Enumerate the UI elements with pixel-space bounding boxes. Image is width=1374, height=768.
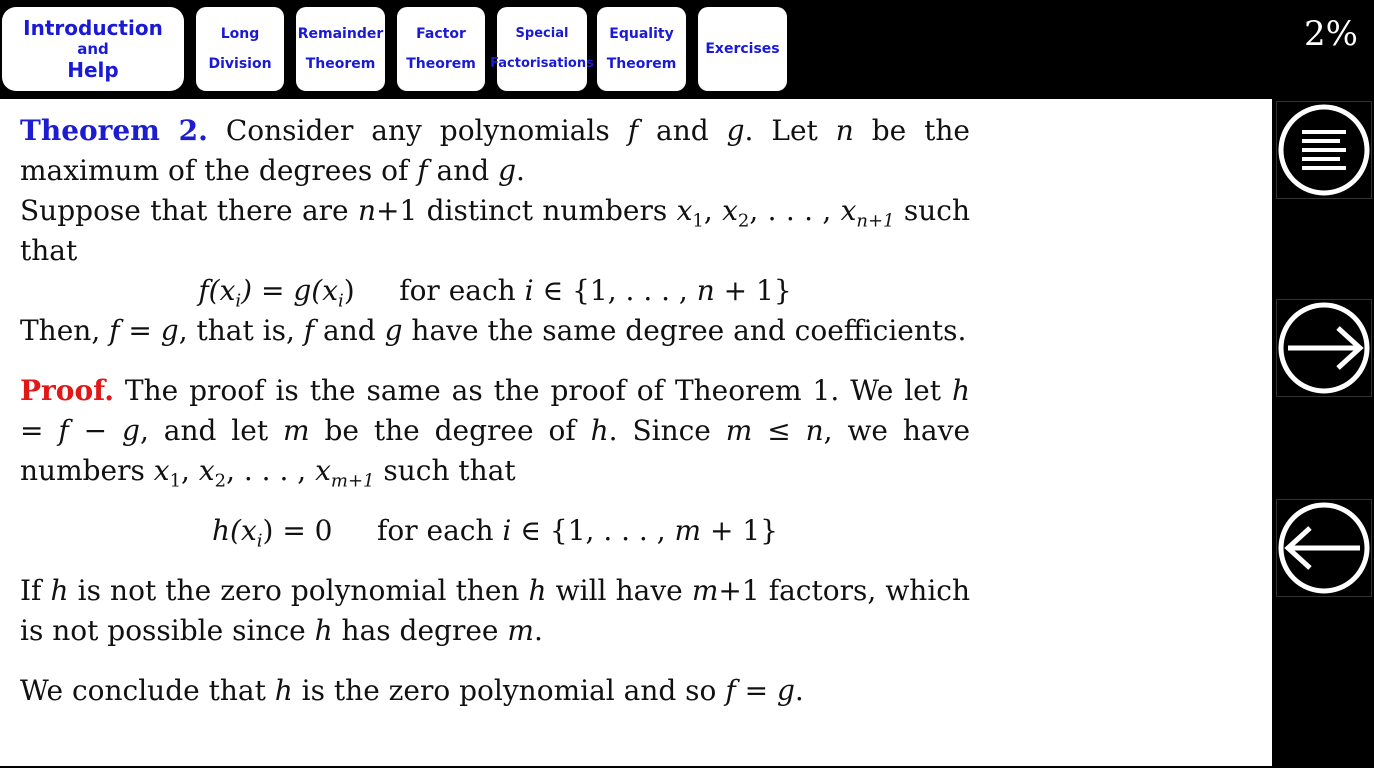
text: = <box>119 314 161 347</box>
math: g <box>726 114 745 147</box>
math: f <box>303 314 315 347</box>
previous-page-button[interactable] <box>1276 499 1372 597</box>
math: h <box>314 614 333 647</box>
text: − <box>68 414 123 447</box>
nav-label: Theorem <box>305 56 376 72</box>
math: ) = 0 <box>262 514 333 547</box>
proof-display-equation <box>20 511 970 551</box>
text: + 1} <box>701 514 778 547</box>
text: . Let <box>744 114 836 147</box>
nav-label: Help <box>67 58 119 82</box>
math: f <box>58 414 69 447</box>
math: m <box>725 414 753 447</box>
contents-icon <box>1278 104 1370 196</box>
text: be the maximum of the degrees of <box>20 114 971 187</box>
subscript: 1 <box>169 470 182 492</box>
math: x <box>153 454 170 487</box>
nav-special-factorisations-button[interactable] <box>490 7 594 91</box>
next-page-button[interactable] <box>1276 299 1372 397</box>
text: Then, <box>20 314 110 347</box>
math: m <box>674 514 702 547</box>
text: . <box>533 614 543 647</box>
nav-label: Theorem <box>606 56 677 72</box>
text: . <box>516 154 525 187</box>
nav-long-division-button[interactable] <box>196 7 284 91</box>
math: f <box>109 314 120 347</box>
side-nav <box>1272 99 1374 768</box>
slide-content <box>0 99 1272 766</box>
math: ) = g(x <box>241 274 338 307</box>
text: and <box>638 114 727 147</box>
math: f(x <box>198 274 236 307</box>
subscript: 2 <box>737 210 750 232</box>
math: h(x <box>211 514 257 547</box>
text: is not the zero polynomial then <box>68 574 529 607</box>
nav-label: Exercises <box>705 41 780 57</box>
math: n <box>835 114 854 147</box>
math: m <box>507 614 534 647</box>
math: m <box>691 574 719 607</box>
text: for each <box>399 274 525 307</box>
text: has degree <box>332 614 508 647</box>
text: such that <box>20 194 970 267</box>
math: i <box>502 514 512 547</box>
subscript: i <box>337 290 344 312</box>
theorem-supposition: Suppose that there are n+1 distinct numbers $x_1$, $x_2$, . . . , $x_{n+1}$ such that <box>20 194 970 267</box>
text: be the degree of <box>309 414 591 447</box>
subscript: m+1 <box>330 470 375 492</box>
math: x <box>676 194 693 227</box>
theorem-statement <box>20 111 970 191</box>
text: = <box>735 674 777 707</box>
spacer <box>20 651 970 671</box>
math: x <box>840 194 857 227</box>
text: +1 distinct numbers <box>375 194 677 227</box>
math: m <box>283 414 310 447</box>
text: is the zero polynomial and so <box>292 674 726 707</box>
nav-label: Factorisations <box>490 56 594 71</box>
spacer <box>20 351 970 371</box>
nav-label: and <box>77 40 109 58</box>
text: We conclude that <box>20 674 275 707</box>
text: +1 factors, which is not possible since <box>20 574 970 647</box>
subscript: i <box>256 530 263 552</box>
arrow-left-icon <box>1278 502 1370 594</box>
math: f <box>417 154 428 187</box>
math: i <box>524 274 534 307</box>
text: Consider any polynomials <box>207 114 628 147</box>
text: , and let <box>139 414 283 447</box>
top-nav-bar <box>0 0 1374 99</box>
proof-heading: Proof. <box>20 374 114 407</box>
text: ∈ {1, . . . , <box>511 514 675 547</box>
math: n <box>357 194 376 227</box>
nav-equality-theorem-button[interactable] <box>597 7 686 91</box>
proof-conclusion <box>20 671 970 711</box>
text: ≤ <box>752 414 806 447</box>
nav-label: Remainder <box>297 26 384 42</box>
text: will have <box>546 574 692 607</box>
text: If <box>20 574 51 607</box>
nav-label: Introduction <box>23 16 163 40</box>
spacer <box>20 491 970 511</box>
math: ) <box>343 274 355 307</box>
spacer <box>20 551 970 571</box>
math: g <box>160 314 179 347</box>
math: h <box>274 674 293 707</box>
math: n <box>805 414 824 447</box>
nav-label: Special <box>515 26 569 41</box>
math: n <box>696 274 715 307</box>
math: x <box>198 454 215 487</box>
math: f <box>627 114 639 147</box>
theorem-conclusion <box>20 311 970 351</box>
nav-intro-help-button[interactable] <box>2 7 184 91</box>
math: h <box>50 574 69 607</box>
math: g <box>122 414 140 447</box>
nav-label: Factor <box>416 26 466 42</box>
contents-button[interactable] <box>1276 101 1372 199</box>
text: + 1} <box>714 274 792 307</box>
subscript: 2 <box>214 470 227 492</box>
proof-paragraph: Proof. The proof is the same as the proof of Theorem 1. We let h = f − g, and let m be the degree of h. Since m ≤ n, we have numbers $x_1$, $x_2$, . . . , $x_{m+1}$ such that <box>20 374 971 492</box>
text: and <box>314 314 385 347</box>
subscript: 1 <box>692 210 704 232</box>
theorem-heading: Theorem 2. <box>20 114 208 147</box>
nav-factor-theorem-button[interactable] <box>397 7 485 91</box>
text: = <box>20 414 59 447</box>
text: and <box>427 154 499 187</box>
math: f <box>725 674 736 707</box>
subscript: n+1 <box>856 210 895 232</box>
text: for each <box>377 514 503 547</box>
nav-exercises-button[interactable] <box>698 7 787 91</box>
nav-remainder-theorem-button[interactable] <box>296 7 385 91</box>
progress-percentage: 2% <box>1304 14 1358 54</box>
nav-label: Theorem <box>406 56 476 72</box>
math: h <box>951 374 970 407</box>
nav-label: Equality <box>609 26 674 42</box>
nav-label: Long <box>220 26 260 42</box>
theorem-display-equation <box>20 271 970 311</box>
math: h <box>528 574 547 607</box>
text: ∈ {1, . . . , <box>533 274 697 307</box>
subscript: i <box>235 290 242 312</box>
math: g <box>776 674 795 707</box>
math: x <box>315 454 331 487</box>
text: have the same degree and coefficients. <box>402 314 967 347</box>
text: such that <box>374 454 516 487</box>
proof-nonzero-case <box>20 571 970 651</box>
text: The proof is the same as the proof of Theorem 1. We let <box>113 374 952 407</box>
text: Suppose that there are <box>20 194 358 227</box>
text: . Since <box>608 414 726 447</box>
math: h <box>590 414 609 447</box>
text: , that is, <box>178 314 304 347</box>
arrow-right-icon <box>1278 302 1370 394</box>
math: g <box>498 154 517 187</box>
slide-text <box>20 111 970 711</box>
text: . <box>794 674 804 707</box>
text: , we have numbers <box>20 414 971 487</box>
math: x <box>722 194 738 227</box>
math: g <box>384 314 403 347</box>
nav-label: Division <box>208 56 272 72</box>
